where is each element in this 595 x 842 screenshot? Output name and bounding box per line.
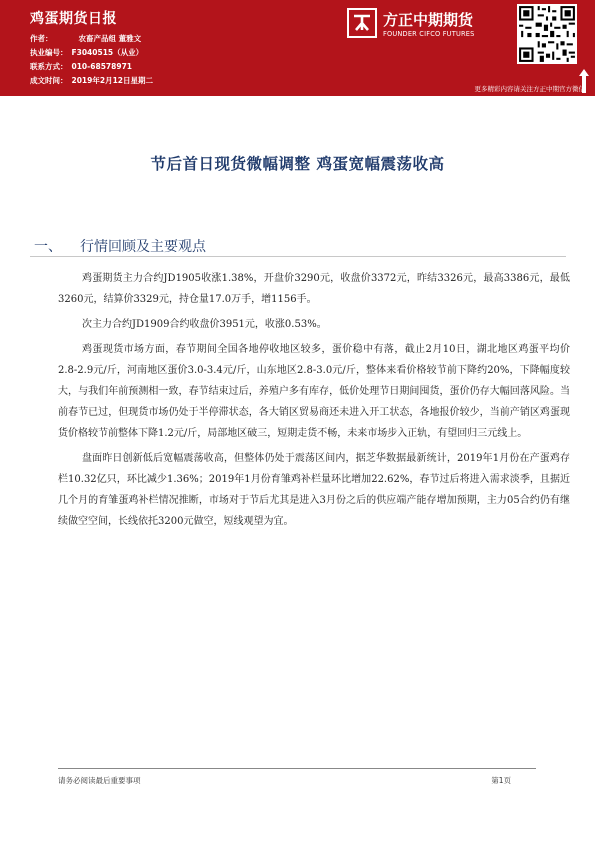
author-label: 作者： <box>30 34 53 43</box>
wechat-qr-code <box>517 4 577 64</box>
date-label: 成文时间： <box>30 76 68 85</box>
footer-disclaimer: 请务必阅读最后重要事项 <box>58 776 141 785</box>
phone-value: 010-68578971 <box>71 62 133 71</box>
page-number: 第1页 <box>491 776 511 785</box>
logo-english-name: FOUNDER CIFCO FUTURES <box>383 30 475 38</box>
logo-mark-icon <box>347 8 377 38</box>
author-row <box>30 33 141 44</box>
section-heading <box>34 236 206 256</box>
license-value: F3040515（从业） <box>71 48 144 57</box>
paragraph-main-contract: 鸡蛋期货主力合约JD1905收涨1.38%，开盘价3290元，收盘价3372元，昨结3326元，最高3386元，最低3260元，结算价3329元，持仓量17.0万手，增1156手。 <box>58 273 570 305</box>
paragraph-secondary-contract: 次主力合约JD1909合约收盘价3951元，收涨0.53%。 <box>82 319 327 330</box>
paragraph-outlook: 盘面昨日创新低后宽幅震荡收高，但整体仍处于震荡区间内，据芝华数据最新统计，2019年1月份在产蛋鸡存栏10.32亿只，环比减少1.36%；2019年1月份育雏鸡补栏量环比增加22.62%，春节过后将进入需求淡季，且据近几个月的育雏蛋鸡补栏情况推断，市场对于节后尤其是进入3月份之后的供应端产能存增加预期，主力05合约仍有继续做空空间，长线依托3200元做空，短线观望为宜。 <box>58 453 570 527</box>
date-value: 2019年2月12日星期二 <box>71 76 154 85</box>
author-value: 农畜产品组 董雅文 <box>78 34 142 43</box>
logo-chinese-name: 方正中期期货 <box>383 11 474 29</box>
license-row <box>30 47 143 58</box>
report-title: 节后首日现货微幅调整 鸡蛋宽幅震荡收高 <box>150 155 445 173</box>
phone-row <box>30 61 132 72</box>
report-header-band <box>0 0 595 96</box>
section-heading-text: 行情回顾及主要观点 <box>80 239 206 255</box>
footer-divider <box>58 768 536 769</box>
phone-label: 联系方式： <box>30 62 68 71</box>
date-row <box>30 75 153 86</box>
section-divider <box>30 256 566 257</box>
license-label: 执业编号： <box>30 48 68 57</box>
section-number: 一、 <box>34 239 62 255</box>
paragraph-spot-market: 鸡蛋现货市场方面，春节期间全国各地停收地区较多，蛋价稳中有落，截止2月10日，湖北地区鸡蛋平均价2.8-2.9元/斤，河南地区蛋价3.0-3.4元/斤，山东地区2.8-3.0元/斤，整体来看价格较节前下降约20%，下降幅度较大，与我们年前预测相一致，春节结束过后，养殖户多有库存，低价处理节日期间囤货，蛋价仍存大幅回落风险。当前春节已过，但现货市场仍处于半停滞状态，各大销区贸易商还未进入开工状态，各地报价较少，当前产销区鸡蛋现货价格较节前整体下降1.2元/斤，局部地区破三，短期走货不畅，未来市场步入正轨，有望回归三元线上。 <box>58 344 570 439</box>
follow-wechat-note: 更多精彩内容请关注方正中期官方微信 <box>474 85 585 93</box>
report-name: 鸡蛋期货日报 <box>30 11 117 27</box>
report-body <box>58 268 570 532</box>
company-logo <box>347 8 509 38</box>
